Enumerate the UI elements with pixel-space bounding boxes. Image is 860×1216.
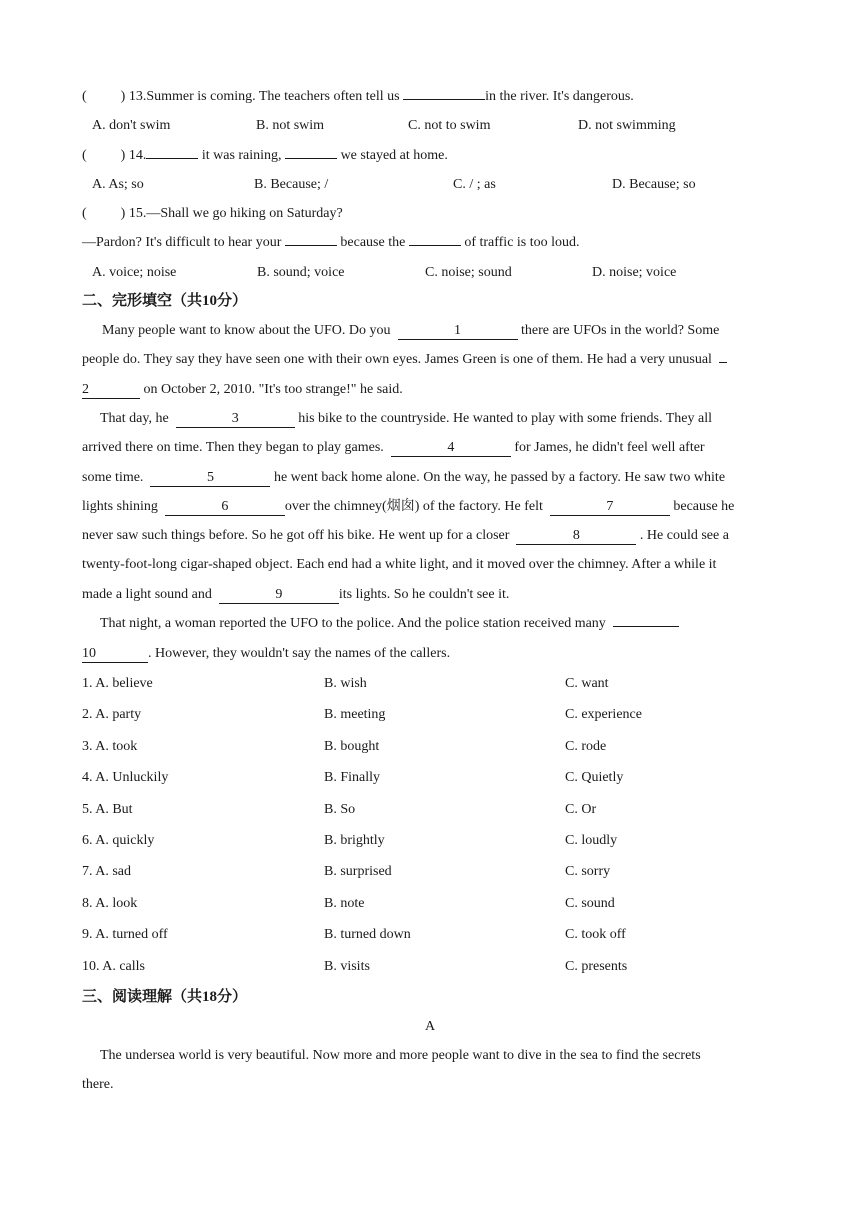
passage-text: because he (673, 499, 735, 514)
passage-text: never saw such things before. So he got off his bike. He went up for a closer (82, 528, 510, 543)
cloze-blank-6: 6 (165, 499, 285, 516)
answer-paren-close: ) (120, 89, 126, 104)
option-c: C. took off (565, 927, 626, 942)
passage-line (82, 380, 782, 400)
cloze-options-row (82, 894, 782, 914)
fill-blank (285, 245, 337, 246)
question-15-line2 (82, 233, 782, 253)
question-stem: 15.—Shall we go hiking on Saturday? (128, 206, 343, 221)
option-c: C. sorry (565, 864, 611, 879)
passage-text: . He could see a (639, 528, 729, 543)
passage-text: he went back home alone. On the way, he passed by a factory. He saw two white (273, 470, 726, 485)
passage-line (82, 497, 782, 517)
cloze-blank-2: 2 (82, 382, 140, 399)
question-13-options (92, 116, 792, 136)
cloze-blank-5: 5 (150, 470, 270, 487)
question-15 (82, 204, 782, 224)
passage-text: twenty-foot-long cigar-shaped object. Each end had a white light, and it moved over the chimney. After a while it (82, 557, 717, 572)
question-stem-line2: —Pardon? It's difficult to hear your (82, 235, 282, 250)
option-c: C. Quietly (565, 770, 624, 785)
option-b: B. Because; / (254, 177, 329, 192)
cloze-options-row (82, 768, 782, 788)
passage-text: people do. They say they have seen one with their own eyes. James Green is one of them. He had a very unusual (82, 352, 712, 367)
option-b: B. note (324, 896, 365, 911)
passage-text: . However, they wouldn't say the names of the callers. (148, 646, 451, 661)
option-c: C. noise; sound (425, 265, 512, 280)
question-15-options (92, 263, 792, 283)
passage-line (82, 321, 782, 341)
section-heading-reading (82, 987, 247, 1007)
passage-text: lights shining (82, 499, 158, 514)
answer-paren-open: ( (82, 89, 87, 104)
cloze-options-row (82, 862, 782, 882)
fill-blank (403, 99, 485, 100)
fill-blank (146, 158, 198, 159)
option-b: B. visits (324, 959, 370, 974)
passage-line (82, 468, 782, 488)
answer-paren-close: ) (120, 206, 126, 221)
option-c: C. loudly (565, 833, 618, 848)
cloze-blank-7: 7 (550, 499, 670, 516)
passage-text: some time. (82, 470, 144, 485)
section-heading-cloze (82, 291, 247, 311)
cloze-blank-10: 10 (82, 646, 148, 663)
passage-text: The undersea world is very beautiful. Now more and more people want to dive in the sea to find the secrets (100, 1048, 701, 1063)
cloze-blank-4: 4 (391, 440, 511, 457)
section-title: 三、阅读理解（共 (82, 989, 203, 1005)
option-a: 7. A. sad (82, 864, 131, 879)
question-13 (82, 87, 782, 107)
option-a: A. voice; noise (92, 265, 177, 280)
option-a: 6. A. quickly (82, 833, 155, 848)
passage-line (82, 585, 782, 605)
passage-text: over the chimney(烟囱) of the factory. He felt (284, 499, 543, 514)
fill-blank (409, 245, 461, 246)
question-14 (82, 146, 782, 166)
option-b: B. not swim (256, 118, 325, 133)
answer-paren-close: ) (120, 148, 126, 163)
option-b: B. sound; voice (257, 265, 345, 280)
answer-paren-open: ( (82, 206, 87, 221)
option-c: C. want (565, 676, 609, 691)
option-a: 5. A. But (82, 802, 133, 817)
option-d: D. Because; so (612, 177, 696, 192)
passage-line (82, 526, 782, 546)
passage-line (82, 438, 782, 458)
passage-text: his bike to the countryside. He wanted to play with some friends. They all (298, 411, 713, 426)
answer-paren-open: ( (82, 148, 87, 163)
option-b: B. So (324, 802, 356, 817)
passage-text: Many people want to know about the UFO. Do you (102, 323, 391, 338)
option-c: C. sound (565, 896, 615, 911)
passage-text: there. (82, 1077, 114, 1092)
passage-text: its lights. So he couldn't see it. (338, 587, 510, 602)
passage-text: made a light sound and (82, 587, 212, 602)
cloze-blank-8: 8 (516, 528, 636, 545)
passage-line (82, 1046, 782, 1066)
section-title-end: 分） (217, 293, 248, 309)
passage-line (82, 350, 782, 370)
passage-text: arrived there on time. Then they began to play games. (82, 440, 384, 455)
cloze-blank-3: 3 (176, 411, 295, 428)
section-score: 10 (202, 293, 218, 309)
cloze-options-row (82, 800, 782, 820)
cloze-options-row (82, 705, 782, 725)
passage-text: there are UFOs in the world? Some (521, 323, 720, 338)
option-c: C. Or (565, 802, 597, 817)
option-a: 9. A. turned off (82, 927, 168, 942)
passage-line (82, 644, 782, 664)
cloze-options-row (82, 737, 782, 757)
question-stem: 13.Summer is coming. The teachers often tell us (128, 89, 400, 104)
option-b: B. meeting (324, 707, 386, 722)
option-c: C. not to swim (408, 118, 491, 133)
fill-blank (719, 362, 727, 363)
option-a: A. As; so (92, 177, 144, 192)
passage-text: on October 2, 2010. "It's too strange!" he said. (143, 382, 403, 397)
passage-line (82, 409, 782, 429)
cloze-options-row (82, 674, 782, 694)
passage-line (82, 555, 782, 575)
option-c: C. experience (565, 707, 642, 722)
option-d: D. not swimming (578, 118, 676, 133)
passage-text: That night, a woman reported the UFO to the police. And the police station received many (100, 616, 606, 631)
option-b: B. surprised (324, 864, 392, 879)
passage-line (82, 1075, 782, 1095)
passage-label: A (424, 1019, 436, 1034)
question-stem-end: we stayed at home. (337, 148, 448, 163)
section-title: 二、完形填空（共 (82, 293, 203, 309)
option-c: C. rode (565, 739, 607, 754)
passage-line (82, 614, 782, 634)
cloze-options-row (82, 957, 782, 977)
option-b: B. brightly (324, 833, 385, 848)
cloze-blank-9: 9 (219, 587, 339, 604)
option-b: B. wish (324, 676, 367, 691)
option-a: 2. A. party (82, 707, 142, 722)
option-a: 1. A. believe (82, 676, 153, 691)
cloze-options-row (82, 831, 782, 851)
option-a: A. don't swim (92, 118, 171, 133)
option-c: C. / ; as (453, 177, 496, 192)
question-stem-end: in the river. It's dangerous. (485, 89, 634, 104)
section-score: 18 (202, 989, 218, 1005)
question-stem-end: of traffic is too loud. (460, 235, 580, 250)
passage-text: That day, he (100, 411, 169, 426)
question-14-options (92, 175, 792, 195)
option-b: B. turned down (324, 927, 411, 942)
question-stem: 14. (128, 148, 147, 163)
option-a: 10. A. calls (82, 959, 145, 974)
option-a: 3. A. took (82, 739, 138, 754)
option-b: B. bought (324, 739, 380, 754)
section-title-end: 分） (217, 989, 248, 1005)
option-a: 4. A. Unluckily (82, 770, 169, 785)
fill-blank (285, 158, 337, 159)
option-d: D. noise; voice (592, 265, 677, 280)
fill-blank (613, 626, 679, 627)
question-stem-mid: it was raining, (198, 148, 286, 163)
question-stem-mid: because the (336, 235, 409, 250)
option-a: 8. A. look (82, 896, 138, 911)
passage-text: for James, he didn't feel well after (514, 440, 705, 455)
option-b: B. Finally (324, 770, 381, 785)
option-c: C. presents (565, 959, 628, 974)
cloze-options-row (82, 925, 782, 945)
cloze-blank-1: 1 (398, 323, 518, 340)
